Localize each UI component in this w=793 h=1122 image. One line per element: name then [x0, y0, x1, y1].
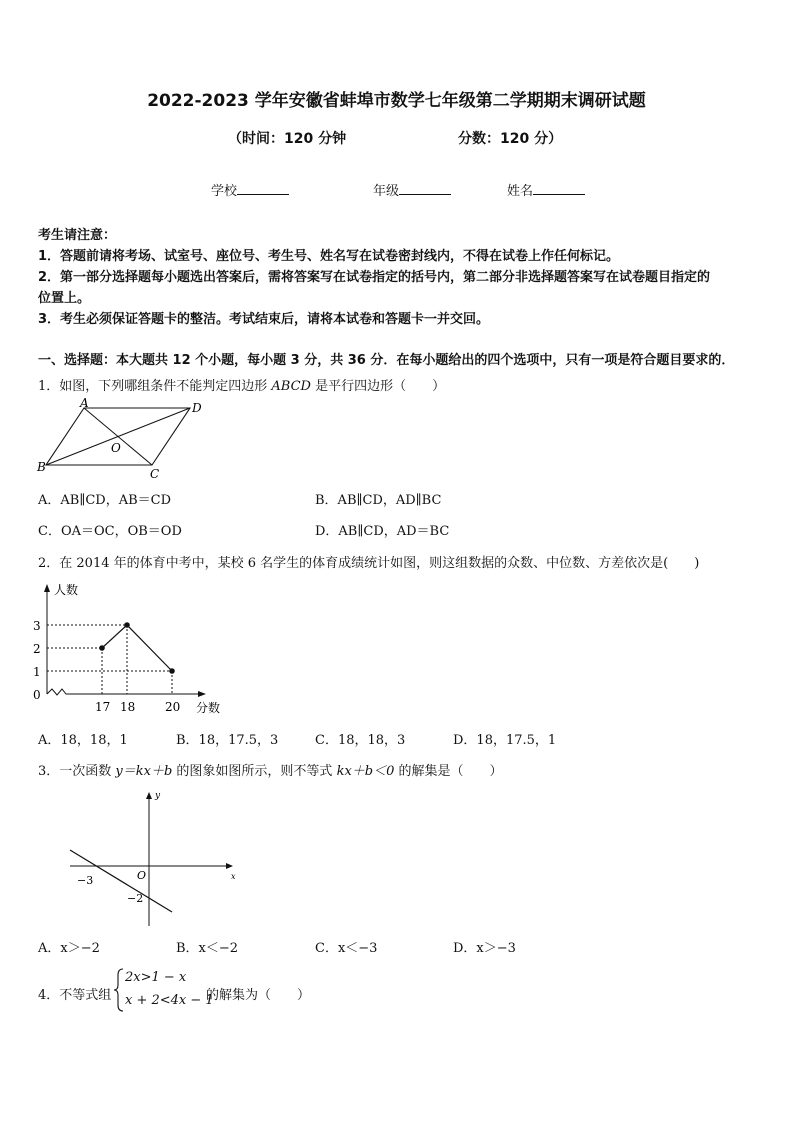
x-axis — [47, 689, 202, 695]
grade-label: 年级 — [373, 184, 400, 199]
data-point — [99, 645, 105, 651]
q3-stem-part: 3．一次函数 — [38, 764, 116, 779]
q2-option-b[interactable]: B．18，17.5，3 — [176, 733, 279, 748]
grade-blank — [399, 182, 451, 195]
brace-shape — [114, 969, 123, 1011]
school-blank — [237, 182, 289, 195]
vertex-label-c: C — [150, 467, 160, 480]
system-brace — [113, 967, 125, 1013]
y-axis-label: 人数 — [54, 583, 79, 597]
question-1-stem — [38, 375, 445, 394]
q3-inequality: kx＋b＜0 — [336, 764, 395, 779]
series-line — [102, 625, 172, 671]
y-tick-label: 3 — [33, 619, 41, 633]
name-field — [507, 180, 585, 199]
question-4-stem-end: 的解集为（ ） — [206, 988, 311, 1003]
q3-y-axis-arrow — [146, 792, 152, 799]
x-axis-arrow — [198, 691, 206, 697]
q1-option-b[interactable]: B．AB∥CD，AD∥BC — [315, 493, 442, 508]
q3-x-intercept-label: −3 — [77, 874, 94, 887]
q2-option-a[interactable]: A．18，18，1 — [38, 733, 128, 748]
exam-time: （时间：120 分钟 — [228, 131, 347, 147]
linear-function-figure — [60, 786, 250, 928]
y-tick-label: 1 — [33, 665, 41, 679]
q1-stem-part: 是平行四边形（ ） — [310, 379, 446, 394]
q3-y-intercept-label: −2 — [127, 892, 144, 905]
notice-heading: 考生请注意： — [38, 228, 117, 243]
school-label: 学校 — [211, 184, 238, 199]
q3-x-axis-arrow — [226, 863, 233, 869]
notice-item: 位置上。 — [38, 291, 91, 306]
section-heading: 一、选择题：本大题共 12 个小题，每小题 3 分，共 36 分．在每小题给出的四个选项中，只有一项是符合题目要求的． — [38, 353, 735, 368]
y-axis-arrow — [44, 584, 50, 592]
q3-function: y＝kx＋b — [115, 764, 173, 779]
q3-origin-label: O — [137, 869, 147, 882]
school-field — [211, 180, 289, 199]
vertex-label-d: D — [192, 401, 202, 415]
question-3-stem — [38, 760, 503, 779]
q1-stem-part: 1．如图，下列哪组条件不能判定四边形 — [38, 379, 272, 394]
data-point — [124, 622, 130, 628]
system-line-2: x + 2<4x − 1 — [125, 993, 214, 1008]
diagonal-bd — [46, 408, 190, 465]
data-point — [169, 668, 175, 674]
x-tick-label: 18 — [120, 700, 136, 714]
x-axis-label: 分数 — [196, 701, 221, 715]
system-line-1: 2x>1 − x — [125, 970, 187, 985]
y-tick-label: 0 — [33, 688, 41, 702]
center-label-o: O — [111, 441, 121, 455]
x-tick-label: 20 — [165, 700, 181, 714]
name-label: 姓名 — [507, 184, 534, 199]
grade-field — [373, 180, 451, 199]
q3-stem-part: 的图象如图所示，则不等式 — [172, 764, 337, 779]
q2-option-d[interactable]: D．18，17.5，1 — [453, 733, 557, 748]
page-title: 2022-2023 学年安徽省蚌埠市数学七年级第二学期期末调研试题 — [147, 91, 646, 111]
question-4-stem-start: 4．不等式组 — [38, 988, 112, 1003]
notice-item: 3．考生必须保证答题卡的整洁。考试结束后，请将本试卷和答题卡一并交回。 — [38, 312, 490, 327]
q3-y-label: y — [155, 791, 161, 801]
q3-option-d[interactable]: D．x＞−3 — [453, 941, 516, 956]
q3-stem-part: 的解集是（ ） — [394, 764, 503, 779]
notice-item: 1．答题前请将考场、试室号、座位号、考生号、姓名写在试卷密封线内，不得在试卷上作任何标记。 — [38, 249, 620, 264]
q2-option-c[interactable]: C．18，18，3 — [315, 733, 406, 748]
q1-option-d[interactable]: D．AB∥CD，AD＝BC — [315, 524, 450, 539]
vertex-label-b: B — [37, 460, 46, 474]
notice-item: 2．第一部分选择题每小题选出答案后，需将答案写在试卷指定的括号内，第二部分非选择题答案写在试卷题目指定的 — [38, 270, 711, 285]
parallelogram-figure — [34, 398, 214, 480]
score-line-chart — [30, 578, 230, 718]
q3-x-label: x — [231, 872, 236, 881]
y-tick-label: 2 — [33, 642, 41, 656]
vertex-label-a: A — [80, 398, 89, 410]
q1-option-c[interactable]: C．OA＝OC，OB＝OD — [38, 524, 182, 539]
q3-option-b[interactable]: B．x＜−2 — [176, 941, 239, 956]
exam-score: 分数：120 分） — [458, 131, 563, 147]
q3-option-a[interactable]: A．x＞−2 — [38, 941, 100, 956]
name-blank — [533, 182, 585, 195]
q1-var: ABCD — [271, 379, 311, 394]
q1-option-a[interactable]: A．AB∥CD，AB＝CD — [38, 493, 172, 508]
x-tick-label: 17 — [95, 700, 111, 714]
q3-option-c[interactable]: C．x＜−3 — [315, 941, 378, 956]
question-2-stem: 2．在 2014 年的体育中考中，某校 6 名学生的体育成绩统计如图，则这组数据的众数、中位数、方差依次是( ) — [38, 556, 700, 571]
